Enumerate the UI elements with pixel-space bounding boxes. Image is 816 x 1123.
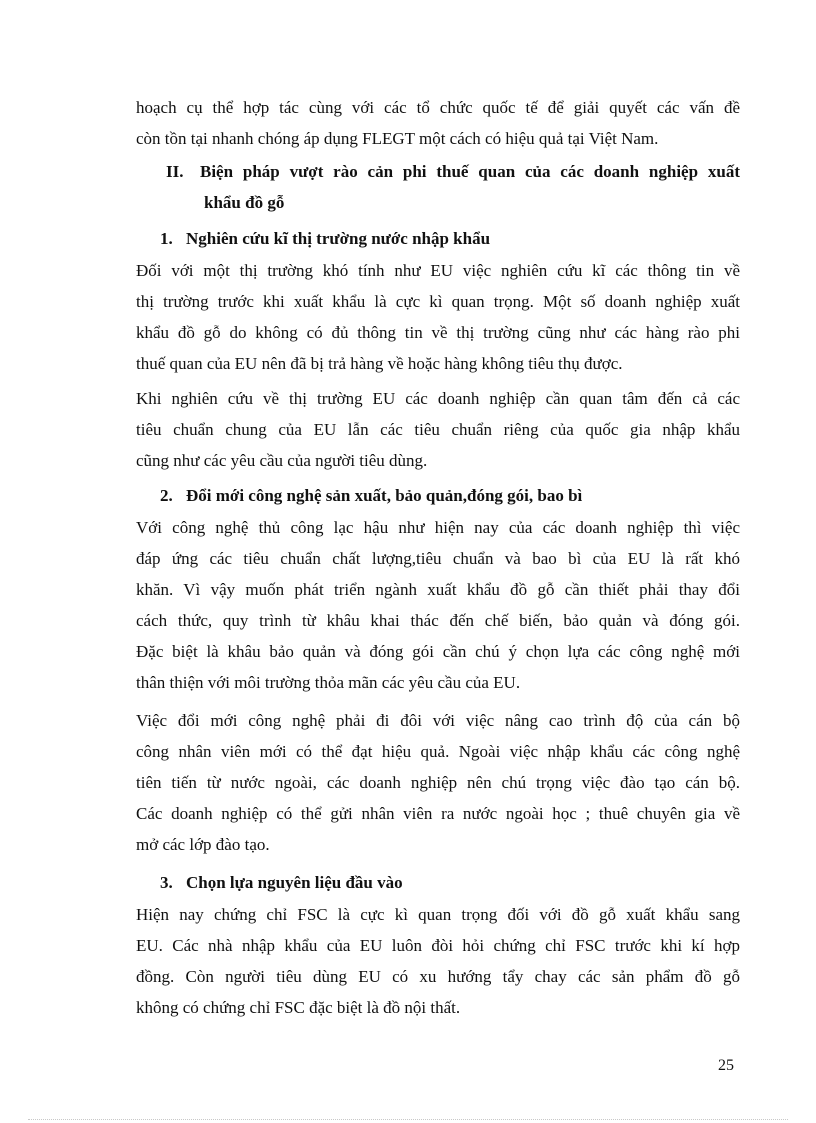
- subsection-title: Chọn lựa nguyên liệu đầu vào: [186, 873, 403, 892]
- text-line: cách thức, quy trình từ khâu khai thác đến chế biến, bảo quản và đóng gói.: [136, 611, 740, 630]
- text-line: đồng. Còn người tiêu dùng EU có xu hướng tẩy chay các sản phẩm đồ gỗ: [136, 967, 740, 986]
- section-heading-line2: khẩu đồ gỗ: [204, 193, 285, 212]
- footer-divider: [28, 1119, 788, 1120]
- subsection-3-paragraph-1: [136, 899, 740, 1023]
- text-line: thuế quan của EU nên đã bị trả hàng về hoặc hàng không tiêu thụ được.: [136, 354, 623, 373]
- section-number: II.: [166, 162, 184, 181]
- subsection-heading-2: [160, 480, 582, 511]
- text-line: không có chứng chỉ FSC đặc biệt là đồ nội thất.: [136, 998, 461, 1017]
- text-line: Khi nghiên cứu về thị trường EU các doanh nghiệp cần quan tâm đến cả các: [136, 389, 740, 408]
- section-heading-line1: [166, 156, 740, 187]
- text-line: tiên tiến từ nước ngoài, các doanh nghiệp nên chú trọng việc đào tạo cán bộ.: [136, 773, 740, 792]
- text-line: khẩu đồ gỗ do không có đủ thông tin về thị trường cũng như các hàng rào phi: [136, 323, 740, 342]
- subsection-heading-1: [160, 223, 490, 254]
- text-line: hoạch cụ thể hợp tác cùng với các tổ chức quốc tế để giải quyết các vấn đề: [136, 98, 740, 117]
- text-line: tiêu chuẩn chung của EU lẫn các tiêu chuẩn riêng của quốc gia nhập khẩu: [136, 420, 740, 439]
- page-number: 25: [718, 1057, 734, 1074]
- subsection-heading-3: [160, 867, 403, 898]
- text-line: Hiện nay chứng chỉ FSC là cực kì quan trọng đối với đồ gỗ xuất khẩu sang: [136, 905, 740, 924]
- text-line: Việc đổi mới công nghệ phải đi đôi với việc nâng cao trình độ của cán bộ: [136, 711, 740, 730]
- text-line: cũng như các yêu cầu của người tiêu dùng.: [136, 451, 428, 470]
- text-line: thị trường trước khi xuất khẩu là cực kì quan trọng. Một số doanh nghiệp xuất: [136, 292, 740, 311]
- subsection-1-paragraph-1: [136, 255, 740, 379]
- intro-paragraph: [136, 92, 740, 154]
- text-line: Với công nghệ thủ công lạc hậu như hiện nay của các doanh nghiệp thì việc: [136, 518, 740, 537]
- section-heading: [166, 156, 740, 218]
- subsection-2-paragraph-2: [136, 705, 740, 860]
- text-line: đáp ứng các tiêu chuẩn chất lượng,tiêu chuẩn và bao bì của EU là rất khó: [136, 549, 740, 568]
- text-line: mở các lớp đào tạo.: [136, 835, 270, 854]
- subsection-number: 2.: [160, 486, 173, 505]
- text-line: còn tồn tại nhanh chóng áp dụng FLEGT một cách có hiệu quả tại Việt Nam.: [136, 129, 659, 148]
- text-line: thân thiện với môi trường thỏa mãn các yêu cầu của EU.: [136, 673, 521, 692]
- text-line: Các doanh nghiệp có thể gửi nhân viên ra nước ngoài học ; thuê chuyên gia về: [136, 804, 740, 823]
- subsection-2-paragraph-1: [136, 512, 740, 698]
- text-line: Đối với một thị trường khó tính như EU việc nghiên cứu kĩ các thông tin về: [136, 261, 740, 280]
- subsection-title: Nghiên cứu kĩ thị trường nước nhập khẩu: [186, 229, 491, 248]
- subsection-title: Đổi mới công nghệ sản xuất, bảo quản,đóng gói, bao bì: [186, 486, 583, 505]
- text-line: EU. Các nhà nhập khẩu của EU luôn đòi hỏi chứng chỉ FSC trước khi kí hợp: [136, 936, 740, 955]
- text-line: Đặc biệt là khâu bảo quản và đóng gói cần chú ý chọn lựa các công nghệ mới: [136, 642, 740, 661]
- subsection-1-paragraph-2: [136, 383, 740, 476]
- section-title-part1: Biện pháp vượt rào cản phi thuế quan của các doanh nghiệp xuất: [200, 162, 740, 181]
- text-line: công nhân viên mới có thể đạt hiệu quả. Ngoài việc nhập khẩu các công nghệ: [136, 742, 740, 761]
- text-line: khăn. Vì vậy muốn phát triển ngành xuất khẩu đồ gỗ cần thiết phải thay đổi: [136, 580, 740, 599]
- subsection-number: 1.: [160, 229, 173, 248]
- subsection-number: 3.: [160, 873, 173, 892]
